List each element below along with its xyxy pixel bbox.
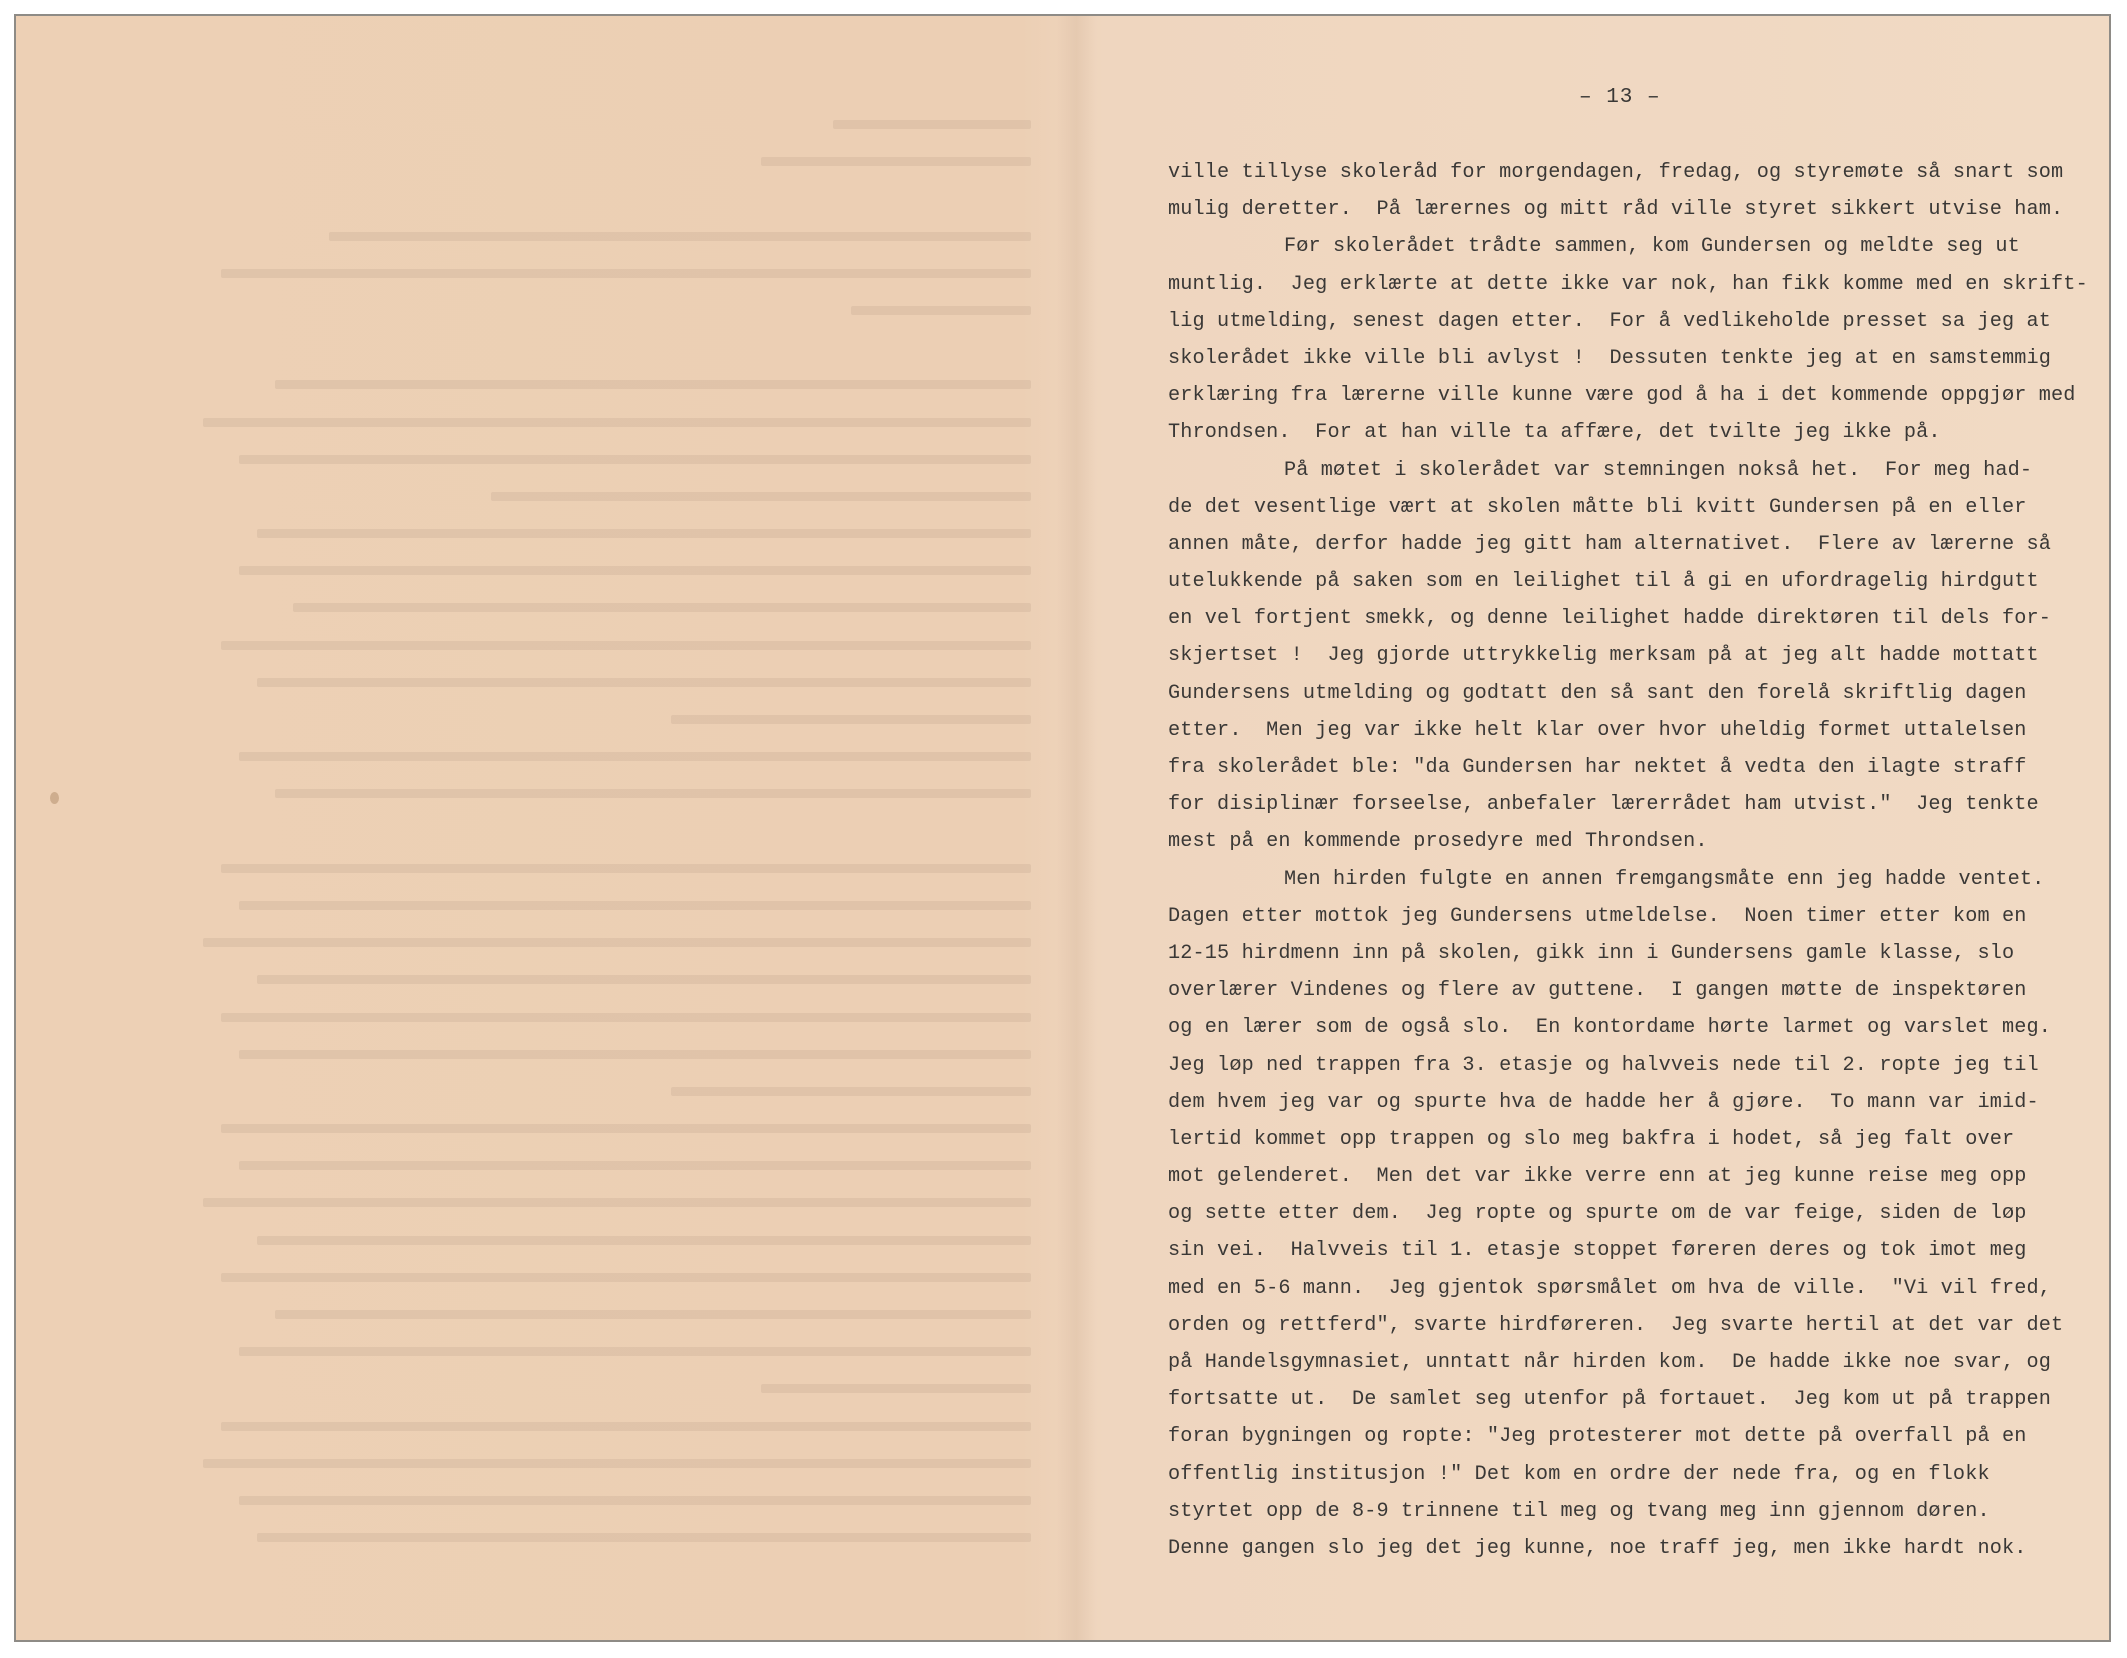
bleed-line (86, 255, 1071, 292)
bleed-line (86, 552, 1071, 589)
bleed-line (86, 441, 1071, 478)
bleed-line (86, 813, 1071, 850)
text-line: styrtet opp de 8-9 trinnene til meg og tvang meg inn gjennom døren. (1168, 1499, 1990, 1523)
bleed-bar (257, 529, 1031, 538)
bleed-line (86, 850, 1071, 887)
text-line: lertid kommet opp trappen og slo meg bakfra i hodet, så jeg falt over (1168, 1127, 2015, 1151)
text-line: annen måte, derfor hadde jeg gitt ham alternativet. Flere av lærerne så (1168, 532, 2052, 556)
bleed-bar (329, 232, 1031, 241)
text-line: mulig deretter. På lærernes og mitt råd ville styret sikkert utvise ham. (1168, 198, 2064, 222)
bleed-line (86, 366, 1071, 403)
text-line: Gundersens utmelding og godtatt den så sant den forelå skriftlig dagen (1168, 681, 2027, 705)
bleed-bar (671, 1087, 1031, 1096)
bleed-bar (203, 418, 1031, 427)
text-line: På møtet i skolerådet var stemningen nokså het. For meg had- (1284, 458, 2033, 482)
text-line: skolerådet ikke ville bli avlyst ! Dessuten tenkte jeg at en samstemmig (1168, 346, 2052, 370)
bleed-bar (293, 603, 1031, 612)
text-line: mest på en kommende prosedyre med Throndsen. (1168, 830, 1708, 854)
typed-text-block (1168, 154, 2108, 1567)
page-number: – 13 – (1579, 86, 1661, 109)
text-line: mot gelenderet. Men det var ikke verre enn at jeg kunne reise meg opp (1168, 1165, 2027, 1189)
text-line: fra skolerådet ble: "da Gundersen har nektet å vedta den ilagte straff (1168, 756, 2027, 779)
bleed-bar (221, 1273, 1031, 1282)
left-page (16, 16, 1076, 1640)
bleed-bar (239, 566, 1031, 575)
text-line: sin vei. Halvveis til 1. etasje stoppet føreren deres og tok imot meg (1168, 1239, 2027, 1263)
bleed-bar (275, 789, 1031, 798)
bleed-line (86, 887, 1071, 924)
bleed-bar (221, 1422, 1031, 1431)
text-line: lig utmelding, senest dagen etter. For å vedlikeholde presset sa jeg at (1168, 309, 2052, 333)
bleed-line (86, 775, 1071, 812)
bleed-bar (239, 901, 1031, 910)
bleed-bar (257, 1236, 1031, 1245)
stain-mark (50, 792, 59, 804)
text-line: Throndsen. For at han ville ta affære, det tvilte jeg ikke på. (1168, 421, 1941, 445)
bleed-bar (491, 492, 1031, 501)
bleed-bar (257, 678, 1031, 687)
bleed-bar (833, 120, 1031, 129)
text-line: muntlig. Jeg erklærte at dette ikke var nok, han fikk komme med en skrift- (1168, 272, 2088, 296)
bleed-line (86, 999, 1071, 1036)
bleed-line (86, 1296, 1071, 1333)
text-line: en vel fortjent smekk, og denne leilighet hadde direktøren til dels for- (1168, 607, 2052, 631)
bleed-bar (203, 1198, 1031, 1207)
bleed-bar (221, 269, 1031, 278)
bleed-bar (221, 1013, 1031, 1022)
text-line: overlærer Vindenes og flere av guttene. I gangen møtte de inspektøren (1168, 979, 2027, 1003)
text-line: for disiplinær forseelse, anbefaler lærerrådet ham utvist." Jeg tenkte (1168, 793, 2039, 817)
bleed-line (86, 180, 1071, 217)
text-line: ville tillyse skoleråd for morgendagen, fredag, og styremøte så snart som (1168, 161, 2064, 184)
bleed-line (86, 1036, 1071, 1073)
bleed-line (86, 664, 1071, 701)
text-line: orden og rettferd", svarte hirdføreren. Jeg svarte hertil at det var det (1168, 1313, 2064, 1337)
bleed-line (86, 478, 1071, 515)
bleed-line (86, 1370, 1071, 1407)
text-line: fortsatte ut. De samlet seg utenfor på fortauet. Jeg kom ut på trappen (1168, 1388, 2052, 1412)
bleed-line (86, 1482, 1071, 1519)
bleed-bar (671, 715, 1031, 724)
bleed-line (86, 404, 1071, 441)
text-line: foran bygningen og ropte: "Jeg protesterer mot dette på overfall på en (1168, 1425, 2027, 1449)
text-line: Jeg løp ned trappen fra 3. etasje og halvveis nede til 2. ropte jeg til (1168, 1053, 2039, 1077)
bleed-line (86, 701, 1071, 738)
bleed-line (86, 1184, 1071, 1221)
bleed-line (86, 589, 1071, 626)
bleed-line (86, 515, 1071, 552)
text-line: skjertset ! Jeg gjorde uttrykkelig merksam på at jeg alt hadde mottatt (1168, 644, 2039, 668)
text-line: Før skolerådet trådte sammen, kom Gundersen og meldte seg ut (1284, 235, 2020, 259)
bleed-bar (761, 1384, 1031, 1393)
text-line: på Handelsgymnasiet, unntatt når hirden kom. De hadde ikke noe svar, og (1168, 1351, 2052, 1374)
text-line: med en 5-6 mann. Jeg gjentok spørsmålet om hva de ville. "Vi vil fred, (1168, 1276, 2052, 1300)
bleed-line (86, 329, 1071, 366)
bleed-bar (851, 306, 1031, 315)
bleed-bar (239, 1496, 1031, 1505)
bleed-line (86, 1259, 1071, 1296)
bleed-bar (239, 1347, 1031, 1356)
bleed-bar (239, 752, 1031, 761)
text-line: Men hirden fulgte en annen fremgangsmåte enn jeg hadde ventet. (1284, 867, 2045, 891)
bleed-line (86, 627, 1071, 664)
bleed-bar (257, 975, 1031, 984)
bleed-line (86, 1445, 1071, 1482)
document-spread (14, 14, 2111, 1642)
bleed-line (86, 143, 1071, 180)
bleed-bar (203, 938, 1031, 947)
bleed-bar (275, 380, 1031, 389)
bleed-line (86, 106, 1071, 143)
text-line: dem hvem jeg var og spurte hva de hadde her å gjøre. To mann var imid- (1168, 1090, 2039, 1114)
bleed-bar (761, 157, 1031, 166)
bleed-bar (275, 1310, 1031, 1319)
text-line: Dagen etter mottok jeg Gundersens utmeldelse. Noen timer etter kom en (1168, 904, 2027, 928)
text-line: Denne gangen slo jeg det jeg kunne, noe traff jeg, men ikke hardt nok. (1168, 1536, 2027, 1560)
bleed-bar (239, 1050, 1031, 1059)
bleed-line (86, 218, 1071, 255)
bleed-line (86, 1519, 1071, 1556)
text-line: 12-15 hirdmenn inn på skolen, gikk inn i Gundersens gamle klasse, slo (1168, 941, 2015, 965)
bleed-bar (221, 641, 1031, 650)
bleed-bar (257, 1533, 1031, 1542)
bleed-bar (203, 1459, 1031, 1468)
text-line: etter. Men jeg var ikke helt klar over hvor uheldig formet uttalelsen (1168, 718, 2027, 742)
bleed-bar (239, 1161, 1031, 1170)
bleed-line (86, 292, 1071, 329)
bleed-through-text (86, 106, 1071, 1556)
bleed-line (86, 738, 1071, 775)
text-line: og en lærer som de også slo. En kontordame hørte larmet og varslet meg. (1168, 1016, 2052, 1040)
bleed-line (86, 1333, 1071, 1370)
text-line: offentlig institusjon !" Det kom en ordre der nede fra, og en flokk (1168, 1462, 1990, 1486)
bleed-bar (221, 1124, 1031, 1133)
bleed-line (86, 1408, 1071, 1445)
text-line: utelukkende på saken som en leilighet til å gi en ufordragelig hirdgutt (1168, 570, 2039, 594)
bleed-line (86, 1110, 1071, 1147)
bleed-line (86, 1147, 1071, 1184)
bleed-line (86, 1073, 1071, 1110)
bleed-bar (221, 864, 1031, 873)
bleed-bar (239, 455, 1031, 464)
bleed-line (86, 961, 1071, 998)
text-line: erklæring fra lærerne ville kunne være god å ha i det kommende oppgjør med (1168, 384, 2076, 408)
text-line: og sette etter dem. Jeg ropte og spurte om de var feige, siden de løp (1168, 1202, 2027, 1226)
bleed-line (86, 924, 1071, 961)
text-line: de det vesentlige vært at skolen måtte bli kvitt Gundersen på en eller (1168, 495, 2027, 519)
bleed-line (86, 1222, 1071, 1259)
